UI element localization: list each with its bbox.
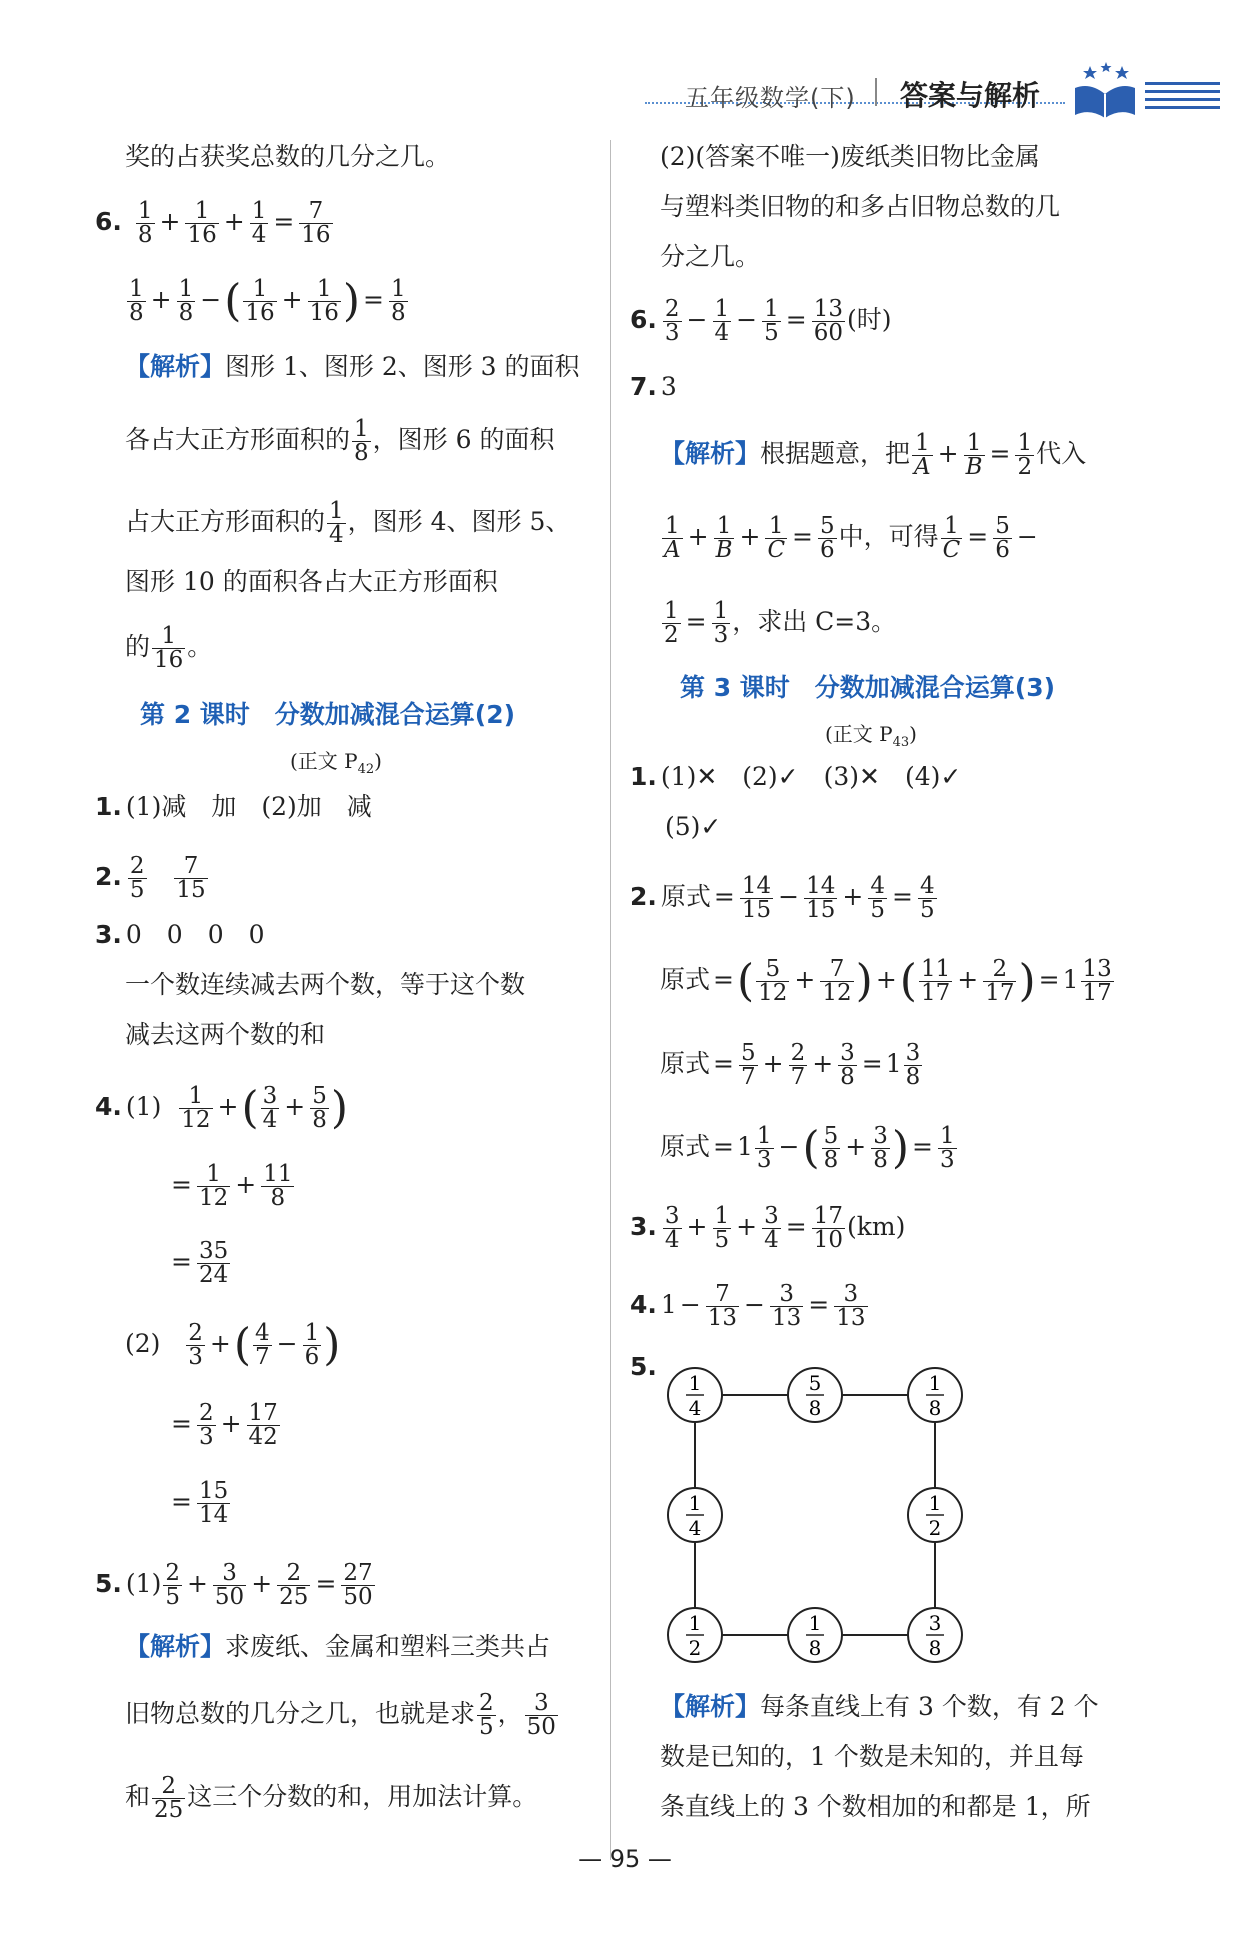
left-q4-1b: = $\frac{1}{12}$ + $\frac{11}{8}$ (171, 1161, 293, 1211)
left-q5-jx1: 【解析】求废纸、金属和塑料三类共占 (125, 1632, 551, 1661)
right-q1b: (5)✓ (665, 812, 722, 841)
section-title-2: 第 2 课时 分数加减混合运算(2) (140, 700, 516, 729)
right-line-3: 分之几。 (660, 242, 761, 271)
left-q6-eq1: 6. $\frac{1}{8}$ + $\frac{1}{16}$ + $\frac{1}{4}$ = $\frac{7}{16}$ (95, 198, 331, 248)
column-divider (610, 140, 611, 1860)
section-ref-2: (正文 $P_{42}$) (290, 749, 382, 777)
page-header (640, 70, 1220, 120)
left-q6-jx2: 各占大正方形面积的 $\frac{1}{8}$ ，图形 6 的面积 (125, 416, 555, 466)
circle-denominator: 2 (688, 1636, 702, 1660)
left-q4-1: 4. (1) $\frac{1}{12}$ +( $\frac{3}{4}$ + $\frac{5}{8}$ ) (95, 1082, 349, 1134)
right-q2d: 原式 = 1 $\frac{1}{3}$ −( $\frac{5}{8}$ + $\frac{3}{8}$ ) = $\frac{1}{3}$ (660, 1122, 955, 1174)
left-q6-jx5: 的 $\frac{1}{16}$ 。 (125, 623, 213, 673)
right-q7-jx1: 【解析】根据题意，把 $\frac{1}{A}$ + $\frac{1}{B}$ = $\frac{1}{2}$ 代入 (660, 430, 1087, 480)
right-q6: 6. $\frac{2}{3}$ − $\frac{1}{4}$ − $\frac{1}{5}$ = $\frac{13}{60}$ (时) (630, 296, 892, 346)
magic-square-diagram (660, 1360, 1000, 1700)
number-circle (908, 1368, 962, 1422)
right-q7-jx2: $\frac{1}{A}$ + $\frac{1}{B}$ + $\frac{1}{C}$ = $\frac{5}{6}$ 中，可得 $\frac{1}{C}$ = $\frac{5}{6}$ − (664, 513, 1038, 563)
header-subject: 五年级数学(下) (685, 84, 856, 112)
right-q5-jx1: 【解析】每条直线上有 3 个数，有 2 个 (660, 1692, 1099, 1721)
circle-denominator: 4 (688, 1396, 702, 1420)
question-number: 6. (95, 207, 122, 236)
circle-denominator: 8 (808, 1396, 822, 1420)
number-circle (668, 1368, 722, 1422)
left-q4-2: (2) $\frac{2}{3}$ +( $\frac{4}{7}$ − $\frac{1}{6}$ ) (125, 1319, 341, 1371)
right-q7: 7. 3 (630, 372, 677, 401)
number-circle (908, 1608, 962, 1662)
circle-numerator: 1 (688, 1371, 702, 1395)
header-separator (875, 78, 877, 106)
left-q4-2c: = $\frac{15}{14}$ (171, 1478, 229, 1528)
right-q7-jx3: $\frac{1}{2}$ = $\frac{1}{3}$ ，求出 C=3。 (664, 598, 897, 648)
left-line-0: 奖的占获奖总数的几分之几。 (125, 142, 451, 171)
number-circle (788, 1608, 842, 1662)
right-line-2: 与塑料类旧物的和多占旧物总数的几 (660, 192, 1061, 221)
circle-numerator: 1 (928, 1491, 942, 1515)
left-q6-eq2: $\frac{1}{8}$ + $\frac{1}{8}$ −( $\frac{1}{16}$ + $\frac{1}{16}$ ) = $\frac{1}{8}$ (129, 275, 406, 327)
circle-numerator: 1 (808, 1611, 822, 1635)
circle-denominator: 8 (808, 1636, 822, 1660)
circle-numerator: 1 (688, 1611, 702, 1635)
left-q4-1c: = $\frac{35}{24}$ (171, 1238, 229, 1288)
book-logo-icon (1070, 60, 1140, 120)
circle-denominator: 8 (928, 1636, 942, 1660)
left-q5-jx2: 旧物总数的几分之几，也就是求 $\frac{2}{5}$ ， $\frac{3}{50}$ (125, 1690, 556, 1740)
right-q5-label: 5. (630, 1352, 657, 1381)
right-q2a: 2. 原式 = $\frac{14}{15}$ − $\frac{14}{15}$ + $\frac{4}{5}$ = $\frac{4}{5}$ (630, 873, 935, 923)
right-q5-jx3: 条直线上的 3 个数相加的和都是 1，所 (660, 1792, 1091, 1821)
left-q5-jx3: 和 $\frac{2}{25}$ 这三个分数的和，用加法计算。 (125, 1773, 538, 1823)
left-q3: 3. 0 0 0 0 (95, 920, 265, 949)
left-q2: 2. $\frac{2}{5}$ $\frac{7}{15}$ (95, 853, 206, 903)
circle-denominator: 4 (688, 1516, 702, 1540)
right-q3: 3. $\frac{3}{4}$ + $\frac{1}{5}$ + $\frac{3}{4}$ = $\frac{17}{10}$ (km) (630, 1203, 906, 1253)
circle-denominator: 8 (928, 1396, 942, 1420)
right-q2b: 原式 =( $\frac{5}{12}$ + $\frac{7}{12}$ ) +( $\frac{11}{17}$ + $\frac{2}{17}$ ) = 1 $\frac{13}{17}$ (660, 955, 1112, 1007)
left-q3-t2: 减去这两个数的和 (125, 1020, 326, 1049)
left-q6-jx4: 图形 10 的面积各占大正方形面积 (125, 567, 498, 596)
number-circle (908, 1488, 962, 1542)
left-q1: 1. (1)减 加 (2)加 减 (95, 792, 372, 821)
circle-denominator: 2 (928, 1516, 942, 1540)
section-title-3: 第 3 课时 分数加减混合运算(3) (680, 673, 1056, 702)
right-q1: 1. (1)✕ (2)✓ (3)✕ (4)✓ (630, 762, 962, 791)
left-q6-jx3: 占大正方形面积的 $\frac{1}{4}$ ，图形 4、图形 5、 (125, 498, 571, 548)
left-q4-2b: = $\frac{2}{3}$ + $\frac{17}{42}$ (171, 1400, 278, 1450)
number-circle (668, 1488, 722, 1542)
header-stripes (1145, 82, 1220, 114)
left-q3-t1: 一个数连续减去两个数，等于这个数 (125, 970, 526, 999)
circle-numerator: 3 (928, 1611, 942, 1635)
right-q2c: 原式 = $\frac{5}{7}$ + $\frac{2}{7}$ + $\frac{3}{8}$ = 1 $\frac{3}{8}$ (660, 1040, 921, 1090)
header-title: 答案与解析 (900, 79, 1041, 112)
circle-numerator: 5 (808, 1371, 822, 1395)
left-q6-jx1: 【解析】图形 1、图形 2、图形 3 的面积 (125, 352, 580, 381)
right-q5-jx2: 数是已知的，1 个数是未知的，并且每 (660, 1742, 1084, 1771)
number-circle (788, 1368, 842, 1422)
section-ref-3: (正文 $P_{43}$) (825, 722, 917, 750)
right-line-1: (2)(答案不唯一)废纸类旧物比金属 (660, 142, 1040, 171)
circle-numerator: 1 (928, 1371, 942, 1395)
left-q5: 5. (1) $\frac{2}{5}$ + $\frac{3}{50}$ + $\frac{2}{25}$ = $\frac{27}{50}$ (95, 1560, 373, 1610)
right-q4: 4. 1 − $\frac{7}{13}$ − $\frac{3}{13}$ = $\frac{3}{13}$ (630, 1281, 866, 1331)
circle-numerator: 1 (688, 1491, 702, 1515)
page-number: — 95 — (578, 1845, 672, 1873)
number-circle (668, 1608, 722, 1662)
